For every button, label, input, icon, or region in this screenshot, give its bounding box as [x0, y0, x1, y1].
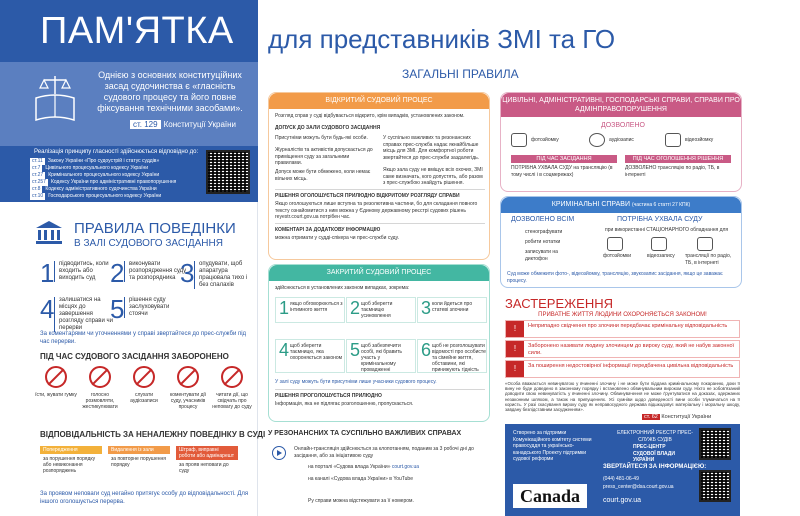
behavior-title: ПРАВИЛА ПОВЕДІНКИ — [74, 220, 236, 237]
no-food-icon — [45, 366, 67, 388]
warning-text: За поширення недостовірної інформації передбачена цивільна відповідальність — [528, 363, 734, 369]
closed-text: коли йдеться про статеві злочини — [432, 301, 473, 313]
no-talking-icon — [89, 366, 111, 388]
rule-number: 5 — [110, 294, 125, 324]
responsibility-text: за порушення порядку або невиконання розпоряджень — [43, 456, 96, 474]
open-access-head: ДОПУСК ДО ЗАЛИ СУДОВОГО ЗАСІДАННЯ — [275, 125, 381, 131]
intro-reference — [130, 120, 236, 129]
open-comment-head: КОМЕНТАРІ ЗА ДОДАТКОВУ ІНФОРМАЦІЮ — [275, 227, 381, 233]
rule-number: 4 — [40, 294, 55, 324]
law-text: Закону України «Про судоустрій і статус суддів» — [47, 158, 160, 164]
warning-icon: ! — [506, 341, 524, 357]
responsibility-head: Штраф, виправні роботи або адмінарешт — [176, 446, 238, 460]
criminal-need-item: відеозапису — [647, 253, 675, 259]
behavior-press-note: За коментарями чи уточненнями у справі звертайтеся до прес-служби під час перерви. — [40, 331, 247, 345]
warning-text: Неприпадно свідчення про злочини передбачає кримінальну відповідальність — [528, 323, 728, 329]
closed-item — [417, 339, 487, 373]
closed-decision-head: РІШЕННЯ ПРОГОЛОШУЄТЬСЯ ПРИЛЮДНО — [275, 393, 382, 399]
laws-block — [0, 146, 258, 202]
page-subtitle: для представників ЗМІ та ГО — [268, 24, 616, 54]
warning-text: Заборонено називати людину злочинцем до вироку суду, який не набув законної сили. — [528, 343, 735, 356]
criminal-card — [500, 196, 742, 288]
forbidden-label: їсти, жувати гумку — [35, 392, 77, 398]
civil-card — [500, 92, 742, 192]
criminal-need-item: фотозйомки — [603, 253, 632, 259]
open-p3: Допуск може бути обмежено, коли немає вільних місць. — [275, 169, 371, 182]
contact-email[interactable]: press_center@dsa.court.gov.ua — [603, 484, 674, 490]
law-item — [30, 172, 200, 179]
civil-allowed: ДОЗВОЛЕНО — [601, 122, 645, 129]
criminal-allowed-item: стенографувати — [525, 229, 563, 235]
no-reading-icon — [221, 366, 243, 388]
media-text: Онлайн-трансляція здійснюється за клопотанням, поданим за 3 робочі дні до засідання, або за ініціативою суду — [294, 446, 474, 459]
camera-icon — [511, 133, 527, 147]
law-item — [30, 158, 200, 165]
media-portal-prefix: на порталі «Судова влада України» — [308, 464, 391, 470]
closed-number: 6 — [421, 340, 432, 360]
rule-number: 3 — [180, 258, 195, 288]
page-title: ПАМ'ЯТКА — [40, 10, 234, 52]
rule-text: опудувати, щоб апаратура працювала тихо і без спалахів — [194, 261, 258, 289]
media-block — [268, 430, 496, 504]
general-rules-title: ЗАГАЛЬНІ ПРАВИЛА — [402, 67, 519, 81]
civil-item: аудіозапис — [609, 137, 634, 143]
closed-number: 3 — [421, 298, 432, 318]
closed-text: щоб зберегти таємницю, яка охороняється законом — [290, 343, 343, 361]
closed-note: У залі суду можуть бути присутніми лише учасники судового процесу. — [275, 379, 437, 385]
warning-item — [505, 360, 740, 378]
contact-info-head: ЗВЕРТАЙТЕСЯ ЗА ІНФОРМАЦІЄЮ: — [603, 464, 707, 470]
closed-text: щоб не розголошувати відомості про особисте та сімейне життя, обставини, які принижують гідність — [432, 343, 486, 373]
responsibility-text: за прояв неповаги до суду — [179, 462, 229, 474]
responsibility-footer: За проявом неповаги суд негайно притягує особу до відповідальності. Для іншого оголошується перерва. — [40, 491, 249, 505]
open-process-card — [268, 92, 490, 260]
forbidden-label: коментувати дії суду, учасників процесу — [169, 392, 206, 410]
civil-item: відеозйомку — [685, 137, 714, 143]
title-banner — [0, 0, 258, 62]
rule-text: рішення суду заслуховувати стоячи — [124, 297, 188, 318]
civil-verdict-text: ДОЗВОЛЕНО трансляцію по радіо, ТБ, в інтернеті — [625, 165, 720, 178]
intro-text: Однією з основних конституційних засад судочинства є «гласність судового процесу та його повне фіксування технічними засобами». — [97, 70, 243, 113]
closed-number: 4 — [279, 340, 290, 360]
closed-item — [417, 297, 487, 323]
law-code: ст.11 — [32, 158, 43, 164]
closed-text: щоб забезпечити особі, які бравить участь у кримінальному провадженні — [361, 343, 403, 373]
criminal-allowed-item: записувати на диктофон — [525, 249, 558, 262]
criminal-need-head: ПОТРІБНА УХВАЛА СУДУ — [617, 216, 703, 223]
civil-item: фотозйомку — [531, 137, 559, 143]
contact-press-head: ПРЕС-ЦЕНТР СУДОВОЇ ВЛАДИ УКРАЇНИ — [633, 444, 675, 463]
law-code: ст.10 — [32, 193, 44, 199]
intro-ref-source: Конституції України — [163, 120, 237, 129]
law-item — [30, 179, 200, 186]
law-text: Кодексу адміністративного судочинства України — [45, 186, 157, 192]
behavior-subtitle: В ЗАЛІ СУДОВОГО ЗАСІДАННЯ — [74, 238, 223, 249]
law-text: Цивільного процесуального кодексу України — [45, 165, 149, 171]
open-process-title: ВІДКРИТИЙ СУДОВИЙ ПРОЦЕС — [269, 93, 489, 109]
rule-number: 2 — [110, 258, 125, 288]
laws-qr-code[interactable] — [206, 150, 250, 194]
canada-logo: Canada — [513, 484, 587, 508]
play-icon — [272, 446, 286, 460]
microphone-icon — [589, 133, 605, 147]
law-text: Кримінального процесуального кодексу України — [48, 172, 160, 178]
contact-phone[interactable]: (044) 481-06-49 — [603, 476, 639, 482]
closed-process-card — [268, 264, 490, 422]
intro-ref-article: ст. 129 — [130, 120, 161, 129]
media-youtube: на каналі «Судова влада України» в YouTube — [308, 476, 413, 482]
media-portal — [308, 464, 498, 471]
warnings-ref-source: Конституції України — [661, 414, 712, 420]
open-p2: Журналістів та активістів допускається до приміщення суду за загальними правилами. — [275, 147, 373, 166]
open-p5: Якщо зала суду не вміщує всіх охочих, ЗМІ саме визначать, кого допустять, або разом з прес-службою знайдуть рішення. — [383, 167, 483, 186]
responsibility-item — [108, 446, 170, 470]
open-decision-text: Якщо оголошуються лише вступна та резолютивна частини, бо для складання повного тексту ознайомитися з ним можна у Єдиному державному реєстрі судових рішень reyestr.court.gov.ua потрібен час. — [275, 201, 478, 220]
forbidden-label: читати дії, що свідчать про неповагу до суду — [212, 392, 252, 410]
law-code: ст.8 — [32, 186, 41, 192]
criminal-need-note: при використанні СТАЦІОНАРНОГО обладнання для — [605, 227, 729, 233]
law-item — [30, 193, 200, 200]
law-code: ст.257 — [32, 179, 46, 185]
forbidden-label: голосно розмовляти, жестикулювати — [82, 392, 118, 410]
forbidden-item — [78, 366, 122, 410]
responsibility-title: ВІДПОВІДАЛЬНІСТЬ ЗА НЕНАЛЕЖНУ ПОВЕДІНКУ В СУДІ — [40, 430, 266, 439]
civil-during-head: ПІД ЧАС ЗАСІДАННЯ — [511, 155, 617, 163]
video-camera-icon — [665, 133, 681, 147]
divider — [275, 189, 485, 190]
open-p4: У суспільно важливих та резонансних справах прес-служба надає якнайбільше місць для ЗМІ. Для комфортної роботи звертайтеся до прес-служби заздалегідь. — [383, 135, 480, 161]
rule-text: підводитись, коли входить або виходить суд — [54, 261, 118, 282]
open-intro: Розгляд справ у суді відбувається відкрито, крім випадків, установлених законом. — [275, 113, 465, 119]
law-item — [30, 165, 200, 172]
divider — [275, 223, 485, 224]
rule-text: залишатися на місцях до завершення розгляду справи чи перерви — [54, 297, 118, 332]
civil-verdict-head: ПІД ЧАС ОГОЛОШЕННЯ РІШЕННЯ — [625, 155, 731, 163]
law-text: Кодексу України про адміністративні правопорушення — [50, 179, 177, 185]
closed-item — [275, 297, 345, 323]
criminal-footer: Суд може обмежити фото-, відеозйомку, трансляцію, звукозапис засідання, якщо це заважає процесу. — [507, 271, 723, 284]
forbidden-item — [210, 366, 254, 410]
contact-site[interactable]: court.gov.ua — [603, 497, 642, 504]
criminal-title-note: (частина 6 статті 27 КПК) — [631, 202, 691, 208]
contact-block — [505, 424, 740, 516]
closed-number: 2 — [350, 298, 361, 318]
courthouse-icon — [34, 220, 64, 246]
open-decision-head: РІШЕННЯ ОГОЛОШУЄТЬСЯ ПРИЛЮДНО ВІДКРИТОМУ РОЗГЛЯДУ СПРАВИ — [275, 193, 460, 199]
criminal-allowed-item: робити нотатки — [525, 239, 561, 245]
closed-process-title: ЗАКРИТИЙ СУДОВИЙ ПРОЦЕС — [269, 265, 489, 281]
civil-title: ЦИВІЛЬНІ, АДМІНІСТРАТИВНІ, ГОСПОДАРСЬКІ СПРАВИ, СПРАВИ ПРО АДМІНПРАВОПОРУШЕННЯ — [501, 93, 741, 117]
divider — [275, 389, 485, 390]
warning-icon: ! — [506, 361, 524, 377]
law-text: Господарського процесуального кодексу України — [48, 193, 162, 199]
contact-qr-code[interactable] — [699, 470, 731, 502]
forbidden-title: ПІД ЧАС СУДОВОГО ЗАСІДАННЯ ЗАБОРОНЕНО — [40, 352, 229, 361]
warnings-title: ЗАСТЕРЕЖЕННЯ — [505, 296, 613, 311]
rule-text: виконувати розпорядження суду та розпорядника — [124, 261, 188, 282]
responsibility-head: Видалення із зали — [108, 446, 170, 454]
closed-number: 5 — [350, 340, 361, 360]
responsibility-text: за повторне порушення порядку — [111, 456, 166, 468]
responsibility-item — [40, 446, 102, 476]
laws-lead: Реалізація принципу гласності здійснюється відповідно до: — [34, 149, 199, 155]
warnings-reference — [642, 414, 711, 421]
no-comment-icon — [177, 366, 199, 388]
rule-number: 1 — [40, 258, 55, 288]
responsibility-item — [176, 446, 238, 476]
registry-qr-code[interactable] — [699, 428, 731, 460]
contact-created: Створено за підтримки Комунікаційного комітету системи правосуддя та українсько-канадського Проекту підтримки судової реформи — [513, 430, 592, 462]
no-music-icon — [133, 366, 155, 388]
criminal-allowed-head: ДОЗВОЛЕНО ВСІМ — [511, 216, 575, 223]
media-title: У РЕЗОНАНСНИХ ТА СУСПІЛЬНО ВАЖЛИВИХ СПРАВАХ — [268, 430, 462, 437]
left-column — [0, 0, 266, 516]
closed-number: 1 — [279, 298, 290, 318]
criminal-title-bar — [501, 197, 741, 213]
contact-registry: ЕЛЕКТРОННИЙ РЕЄСТР ПРЕС-СЛУЖБ СУДІВ — [617, 430, 693, 443]
broadcast-icon — [697, 237, 713, 251]
closed-text: якщо обговорюються з інтимного життя — [290, 301, 343, 313]
scales-book-icon — [34, 72, 76, 124]
media-portal-link[interactable]: court.gov.ua — [391, 464, 420, 470]
forbidden-item — [166, 366, 210, 410]
closed-text: щоб зберегти таємницю усиновлення — [361, 301, 393, 319]
forbidden-item — [34, 366, 78, 398]
law-code: ст.7 — [32, 165, 41, 171]
closed-item — [346, 297, 416, 323]
closed-decision-text: Інформація, яка не підлягає розголошенню, пропускається. — [275, 401, 414, 407]
closed-item — [275, 339, 345, 373]
warnings-quote: «Особа вважається невинуватою у вчиненні злочину і не може бути піддана кримінальному покаранню, доки її вину не буде доведено в законному порядку і встановлено обвинувальним вироком суду. Ніхто не зобов'язаний доводити свою невинуватість у вчиненні злочину. Обвинувачення не може ґрунтуватися на доказах, одержаних незаконним шляхом, а також на припущеннях. Усі сумніви щодо доведеності вини особи тлумачаться на її користь. У разі скасування вироку суду як неправосудного держава відшкодовує матеріальну і моральну шкоду, завдану безпідставним засудженням». — [505, 381, 740, 413]
closed-intro: здійснюється в установлених законом випадках, зокрема: — [275, 285, 410, 291]
forbidden-label: слухати аудіозаписи — [130, 392, 158, 404]
law-item — [30, 186, 200, 193]
warning-icon: ! — [506, 321, 524, 337]
civil-during-text: ПОТРІБНА УХВАЛА СУДУ на трансляцію (в тому числі і в соцмережах) — [511, 165, 613, 178]
law-code: ст.27 — [32, 172, 44, 178]
warnings-subtitle: ПРИВАТНЕ ЖИТТЯ ЛЮДИНИ ОХОРОНЯЄТЬСЯ ЗАКОНОМ! — [538, 312, 707, 318]
warnings-ref-article: ст. 62 — [644, 414, 658, 420]
criminal-need-item: трансляції по радіо, ТБ, в інтернеті — [685, 253, 732, 266]
warning-item — [505, 320, 740, 338]
video-camera-icon — [651, 237, 667, 251]
forbidden-item — [122, 366, 166, 404]
open-comment-text: можна отримати у судді-спікера чи прес-служби суду. — [275, 235, 399, 241]
responsibility-head: Попередження — [40, 446, 102, 454]
criminal-title: КРИМІНАЛЬНІ СПРАВИ — [551, 201, 630, 208]
open-p1: Присутніми можуть бути будь-які особи. — [275, 135, 368, 141]
media-note: Ру справи можна відстежувати за її номером. — [308, 498, 414, 504]
intro-block — [0, 62, 258, 146]
warning-item — [505, 340, 740, 358]
camera-icon — [607, 237, 623, 251]
laws-list — [30, 158, 200, 200]
closed-item — [346, 339, 416, 373]
